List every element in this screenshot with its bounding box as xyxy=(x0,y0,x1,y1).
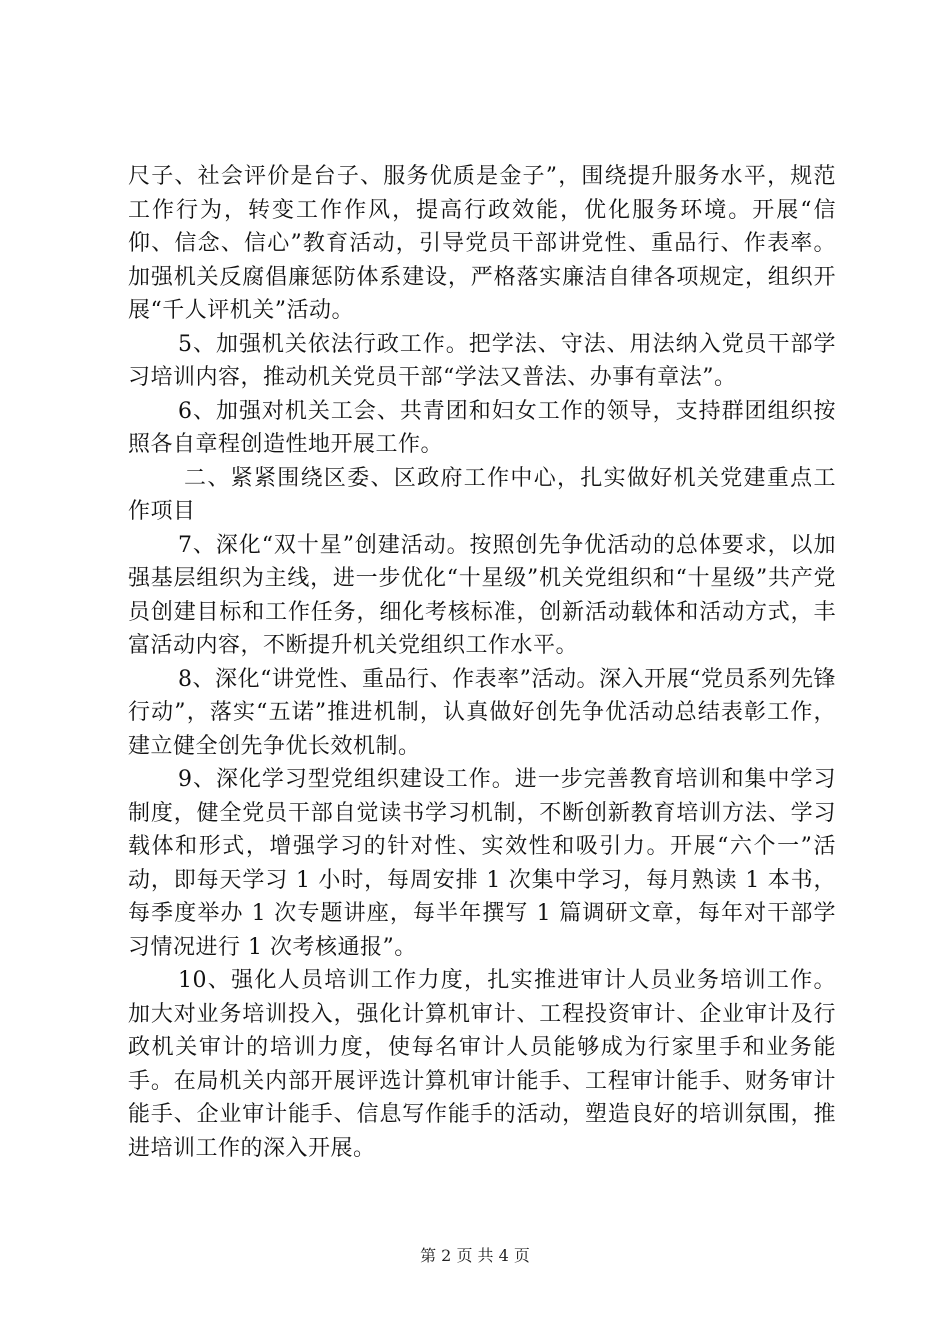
page-footer: 第 2 页 共 4 页 xyxy=(420,1246,530,1265)
paragraph-item-6: 6、加强对机关工会、共青团和妇女工作的领导，支持群团组织按照各自章程创造性地开展工作。 xyxy=(128,398,836,457)
paragraph-item-8: 8、深化“讲党性、重品行、作表率”活动。深入开展“党员系列先锋行动”，落实“五诺”推进机制，认真做好创先争优活动总结表彰工作，建立健全创先争优长效机制。 xyxy=(128,666,836,759)
paragraph-item-7: 7、深化“双十星”创建活动。按照创先争优活动的总体要求，以加强基层组织为主线，进一步优化“十星级”机关党组织和“十星级”共产党员创建目标和工作任务，细化考核标准，创新活动载体和活动方式，丰富活动内容，不断提升机关党组织工作水平。 xyxy=(128,532,836,658)
document-body xyxy=(128,160,836,1165)
paragraph-item-10: 10、强化人员培训工作力度，扎实推进审计人员业务培训工作。加大对业务培训投入，强化计算机审计、工程投资审计、企业审计及行政机关审计的培训力度，使每名审计人员能够成为行家里手和业务能手。在局机关内部开展评选计算机审计能手、工程审计能手、财务审计能手、企业审计能手、信息写作能手的活动，塑造良好的培训氛围，推进培训工作的深入开展。 xyxy=(128,968,836,1161)
section-heading-2: 二、紧紧围绕区委、区政府工作中心，扎实做好机关党建重点工作项目 xyxy=(128,465,836,524)
paragraph-continuation: 尺子、社会评价是台子、服务优质是金子”，围绕提升服务水平，规范工作行为，转变工作作风，提高行政效能，优化服务环境。开展“信仰、信念、信心”教育活动，引导党员干部讲党性、重品行、作表率。加强机关反腐倡廉惩防体系建设，严格落实廉洁自律各项规定，组织开展“千人评机关”活动。 xyxy=(128,164,836,323)
paragraph-item-9: 9、深化学习型党组织建设工作。进一步完善教育培训和集中学习制度，健全党员干部自觉读书学习机制，不断创新教育培训方法、学习载体和形式，增强学习的针对性、实效性和吸引力。开展“六个一”活动，即每天学习 1 小时，每周安排 1 次集中学习，每月熟读 1 本书，每季度举办 1 次专题讲座，每半年撰写 1 篇调研文章，每年对干部学习情况进行 1 次考核通报”。 xyxy=(128,767,836,960)
paragraph-item-5: 5、加强机关依法行政工作。把学法、守法、用法纳入党员干部学习培训内容，推动机关党员干部“学法又普法、办事有章法”。 xyxy=(128,331,836,390)
